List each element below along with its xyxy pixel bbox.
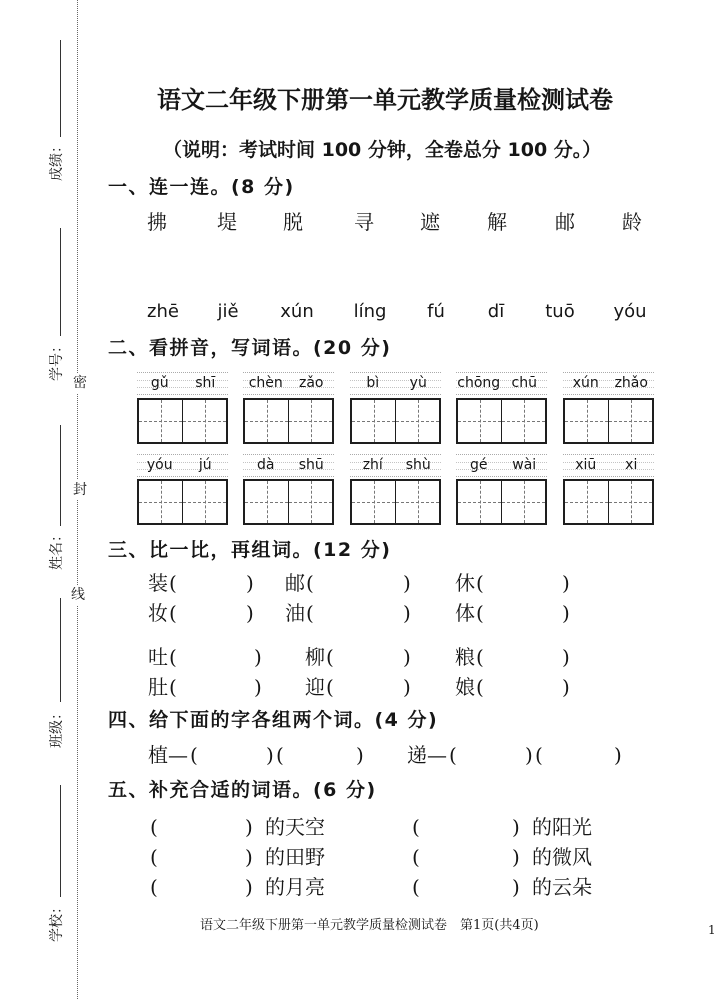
page-number: 1 bbox=[708, 923, 716, 937]
writing-cell bbox=[458, 400, 502, 442]
word-root-character: 植— bbox=[148, 743, 188, 767]
blank-open-paren: ( bbox=[169, 645, 177, 669]
score-label: 成绩： bbox=[49, 139, 65, 181]
pinyin-syllable: xiū bbox=[575, 457, 597, 473]
compare-character: 吐 bbox=[148, 645, 168, 669]
word-group bbox=[350, 454, 441, 526]
pinyin-label bbox=[563, 372, 654, 395]
writing-cell bbox=[565, 400, 609, 442]
blank-close-paren: ) bbox=[245, 845, 253, 869]
writing-cell bbox=[396, 400, 439, 442]
blank-close-paren: ) bbox=[512, 815, 520, 839]
writing-cell bbox=[502, 481, 545, 523]
writing-cell bbox=[565, 481, 609, 523]
phrase-text: 的阳光 bbox=[532, 815, 592, 839]
match-character: 邮 bbox=[555, 210, 575, 234]
word-group bbox=[137, 372, 228, 444]
pinyin-label bbox=[456, 454, 547, 477]
blank-open-paren: ( bbox=[449, 743, 457, 767]
blank-close-paren: ) bbox=[525, 743, 533, 767]
blank-close-paren: ) bbox=[403, 601, 411, 625]
word-group bbox=[563, 372, 654, 444]
writing-box bbox=[350, 398, 441, 444]
class-fill-line bbox=[60, 598, 61, 702]
writing-cell bbox=[352, 400, 396, 442]
match-pinyin: yóu bbox=[613, 301, 647, 322]
writing-cell bbox=[458, 481, 502, 523]
match-pinyin: tuō bbox=[545, 301, 575, 322]
blank-open-paren: ( bbox=[169, 571, 177, 595]
pinyin-syllable: xi bbox=[625, 457, 638, 473]
pinyin-label bbox=[350, 372, 441, 395]
pinyin-syllable: zhí bbox=[362, 457, 383, 473]
blank-open-paren: ( bbox=[535, 743, 543, 767]
blank-close-paren: ) bbox=[246, 601, 254, 625]
pinyin-syllable: shū bbox=[298, 457, 324, 473]
pinyin-syllable: shù bbox=[405, 457, 431, 473]
blank-open-paren: ( bbox=[150, 875, 158, 899]
blank-open-paren: ( bbox=[412, 875, 420, 899]
writing-cell bbox=[289, 400, 332, 442]
pinyin-label bbox=[243, 372, 334, 395]
phrase-text: 的田野 bbox=[265, 845, 325, 869]
seal-character: 线 bbox=[71, 587, 85, 603]
writing-box bbox=[243, 479, 334, 525]
compare-character: 娘 bbox=[455, 675, 475, 699]
writing-cell bbox=[352, 481, 396, 523]
blank-open-paren: ( bbox=[476, 601, 484, 625]
word-group bbox=[243, 372, 334, 444]
match-pinyin: líng bbox=[353, 301, 387, 322]
compare-character: 粮 bbox=[455, 645, 475, 669]
writing-cell bbox=[396, 481, 439, 523]
pinyin-syllable: shī bbox=[195, 375, 216, 391]
blank-open-paren: ( bbox=[326, 675, 334, 699]
writing-cell bbox=[609, 400, 652, 442]
writing-cell bbox=[609, 481, 652, 523]
exam-instructions: （说明：考试时间 100 分钟，全卷总分 100 分。） bbox=[163, 139, 602, 161]
blank-open-paren: ( bbox=[276, 743, 284, 767]
school-fill-line bbox=[60, 785, 61, 897]
phrase-text: 的月亮 bbox=[265, 875, 325, 899]
writing-box bbox=[456, 398, 547, 444]
blank-open-paren: ( bbox=[412, 845, 420, 869]
writing-box bbox=[137, 479, 228, 525]
compare-character: 油 bbox=[285, 601, 305, 625]
writing-cell bbox=[289, 481, 332, 523]
word-group bbox=[456, 454, 547, 526]
blank-close-paren: ) bbox=[245, 875, 253, 899]
blank-close-paren: ) bbox=[562, 645, 570, 669]
blank-close-paren: ) bbox=[614, 743, 622, 767]
blank-close-paren: ) bbox=[512, 875, 520, 899]
phrase-text: 的天空 bbox=[265, 815, 325, 839]
pinyin-syllable: chū bbox=[511, 375, 537, 391]
match-pinyin: fú bbox=[427, 301, 445, 322]
exam-title: 语文二年级下册第一单元教学质量检测试卷 bbox=[157, 85, 613, 114]
blank-close-paren: ) bbox=[246, 571, 254, 595]
blank-open-paren: ( bbox=[190, 743, 198, 767]
page-footer: 语文二年级下册第一单元教学质量检测试卷 第1页(共4页) bbox=[200, 918, 539, 933]
blank-open-paren: ( bbox=[476, 675, 484, 699]
blank-open-paren: ( bbox=[476, 645, 484, 669]
writing-box bbox=[243, 398, 334, 444]
compare-character: 体 bbox=[455, 601, 475, 625]
blank-close-paren: ) bbox=[254, 675, 262, 699]
writing-cell bbox=[139, 481, 183, 523]
blank-close-paren: ) bbox=[356, 743, 364, 767]
writing-box bbox=[350, 479, 441, 525]
blank-open-paren: ( bbox=[150, 845, 158, 869]
blank-close-paren: ) bbox=[403, 645, 411, 669]
blank-close-paren: ) bbox=[245, 815, 253, 839]
blank-open-paren: ( bbox=[169, 675, 177, 699]
compare-character: 柳 bbox=[305, 645, 325, 669]
pinyin-label bbox=[456, 372, 547, 395]
name-label: 姓名： bbox=[49, 528, 65, 570]
pinyin-syllable: gé bbox=[470, 457, 488, 473]
blank-close-paren: ) bbox=[403, 571, 411, 595]
word-group bbox=[456, 372, 547, 444]
pinyin-label bbox=[137, 454, 228, 477]
blank-open-paren: ( bbox=[476, 571, 484, 595]
writing-cell bbox=[245, 400, 289, 442]
writing-box bbox=[456, 479, 547, 525]
blank-close-paren: ) bbox=[266, 743, 274, 767]
pinyin-syllable: jú bbox=[198, 457, 212, 473]
word-group bbox=[137, 454, 228, 526]
compare-character: 装 bbox=[148, 571, 168, 595]
pinyin-syllable: chōng bbox=[457, 375, 501, 391]
pinyin-syllable: bì bbox=[366, 375, 380, 391]
pinyin-syllable: yóu bbox=[146, 457, 173, 473]
blank-open-paren: ( bbox=[306, 601, 314, 625]
match-character: 龄 bbox=[622, 210, 642, 234]
compare-character: 肚 bbox=[148, 675, 168, 699]
school-label: 学校： bbox=[49, 900, 65, 942]
compare-character: 休 bbox=[455, 571, 475, 595]
section-heading: 二、看拼音，写词语。(20 分) bbox=[108, 337, 392, 359]
writing-box bbox=[563, 479, 654, 525]
match-character: 堤 bbox=[217, 210, 237, 234]
match-character: 寻 bbox=[354, 210, 374, 234]
score-fill-line bbox=[60, 40, 61, 137]
student-id-label: 学号： bbox=[49, 339, 65, 381]
writing-cell bbox=[183, 400, 226, 442]
blank-close-paren: ) bbox=[512, 845, 520, 869]
compare-character: 迎 bbox=[305, 675, 325, 699]
match-character: 遮 bbox=[420, 210, 440, 234]
pinyin-syllable: yù bbox=[409, 375, 427, 391]
word-group bbox=[243, 454, 334, 526]
word-root-character: 递— bbox=[407, 743, 447, 767]
seal-character: 密 bbox=[73, 375, 87, 391]
blank-open-paren: ( bbox=[150, 815, 158, 839]
writing-box bbox=[563, 398, 654, 444]
compare-character: 妆 bbox=[148, 601, 168, 625]
pinyin-syllable: gǔ bbox=[150, 375, 169, 391]
match-character: 拂 bbox=[147, 210, 167, 234]
blank-open-paren: ( bbox=[306, 571, 314, 595]
blank-close-paren: ) bbox=[562, 675, 570, 699]
match-character: 脱 bbox=[283, 210, 303, 234]
writing-box bbox=[137, 398, 228, 444]
section-heading: 三、比一比，再组词。(12 分) bbox=[108, 539, 392, 561]
pinyin-syllable: chèn bbox=[248, 375, 283, 391]
pinyin-syllable: wài bbox=[512, 457, 537, 473]
writing-cell bbox=[245, 481, 289, 523]
match-character: 解 bbox=[487, 210, 507, 234]
word-group bbox=[350, 372, 441, 444]
pinyin-syllable: zǎo bbox=[299, 375, 324, 391]
phrase-text: 的微风 bbox=[532, 845, 592, 869]
section-heading: 四、给下面的字各组两个词。(4 分) bbox=[108, 709, 439, 731]
blank-close-paren: ) bbox=[403, 675, 411, 699]
pinyin-syllable: xún bbox=[572, 375, 599, 391]
pinyin-label bbox=[563, 454, 654, 477]
pinyin-label bbox=[243, 454, 334, 477]
blank-open-paren: ( bbox=[412, 815, 420, 839]
name-fill-line bbox=[60, 425, 61, 526]
match-pinyin: dī bbox=[487, 301, 505, 322]
match-pinyin: jiě bbox=[217, 301, 239, 322]
match-pinyin: zhē bbox=[147, 301, 179, 322]
student-id-fill-line bbox=[60, 228, 61, 336]
blank-close-paren: ) bbox=[562, 601, 570, 625]
blank-close-paren: ) bbox=[562, 571, 570, 595]
pinyin-syllable: dà bbox=[257, 457, 275, 473]
blank-open-paren: ( bbox=[169, 601, 177, 625]
blank-open-paren: ( bbox=[326, 645, 334, 669]
section-heading: 一、连一连。(8 分) bbox=[108, 176, 295, 198]
compare-character: 邮 bbox=[285, 571, 305, 595]
class-label: 班级： bbox=[49, 706, 65, 748]
phrase-text: 的云朵 bbox=[532, 875, 592, 899]
blank-close-paren: ) bbox=[254, 645, 262, 669]
seal-character: 封 bbox=[73, 482, 87, 498]
writing-cell bbox=[139, 400, 183, 442]
pinyin-label bbox=[137, 372, 228, 395]
match-pinyin: xún bbox=[280, 301, 314, 322]
word-group bbox=[563, 454, 654, 526]
writing-cell bbox=[502, 400, 545, 442]
section-heading: 五、补充合适的词语。(6 分) bbox=[108, 779, 377, 801]
pinyin-syllable: zhǎo bbox=[614, 375, 648, 391]
pinyin-label bbox=[350, 454, 441, 477]
writing-cell bbox=[183, 481, 226, 523]
